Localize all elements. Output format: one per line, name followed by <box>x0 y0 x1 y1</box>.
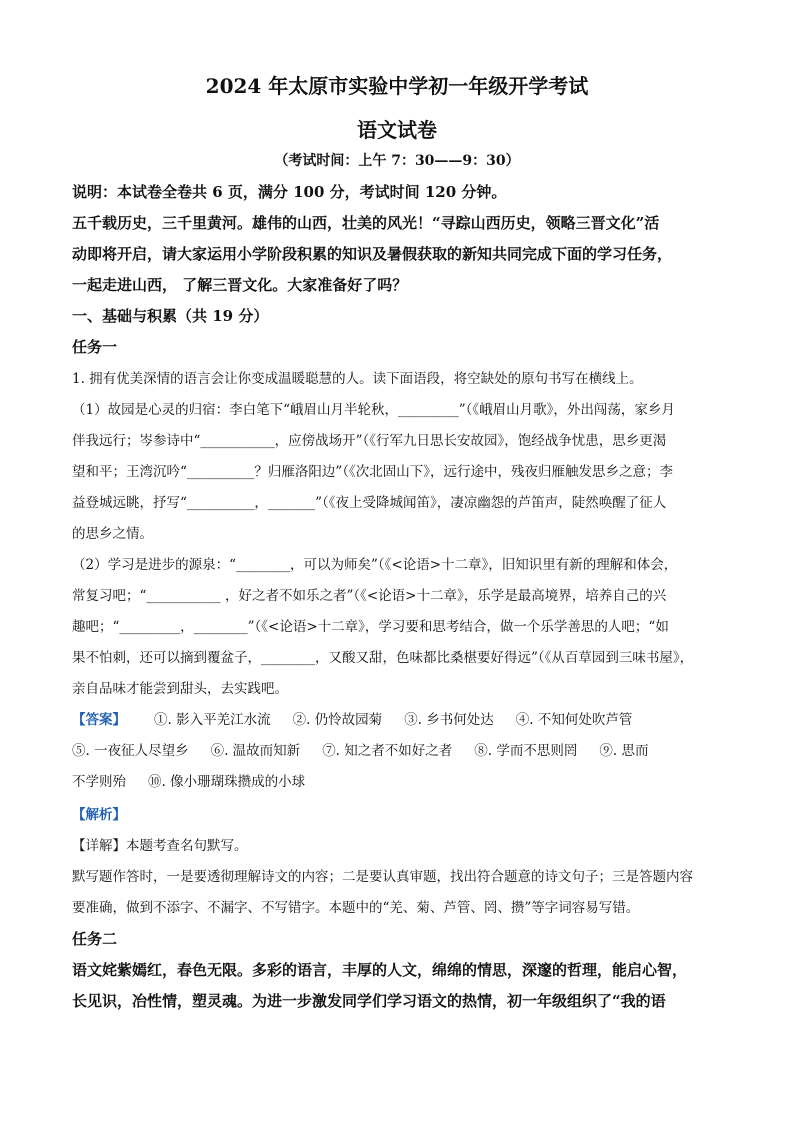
section-heading: 一、基础与积累（共 19 分） <box>72 307 269 325</box>
exam-time: （考试时间：上午 7：30——9：30） <box>274 153 520 169</box>
part1-line: （1）故园是心灵的归宿：李白笔下“峨眉山月半轮秋，_________”（《峨眉山月歌》，外出闯荡，家乡月 <box>72 402 675 418</box>
part2-line: 果不怕刺，还可以摘到覆盆子，________，又酸又甜，色味都比桑椹要好得远”（《从百草园到三味书屋》， <box>72 650 694 666</box>
intro-line: 五千载历史，三千里黄河。雄伟的山西，壮美的风光！“寻踪山西历史，领略三晋文化”活 <box>72 214 660 232</box>
exam-note: 说明：本试卷全卷共 6 页，满分 100 分，考试时间 120 分钟。 <box>72 183 507 201</box>
intro-section <box>72 177 724 363</box>
part2-line: 趣吧；“_________，________”（《<论语>十二章》，学习要和思考结合，做一个乐学善思的人吧；“如 <box>72 619 669 635</box>
analysis-section <box>72 800 724 924</box>
task2-line: 语文姹紫嫣红，春色无限。多彩的语言，丰厚的人文，绵绵的情思，深邃的哲理，能启心智， <box>72 961 688 979</box>
answer-section <box>72 705 724 798</box>
intro-line: 一起走进山西， 了解三晋文化。大家准备好了吗？ <box>72 276 408 294</box>
part1-line: 的思乡之情。 <box>72 526 153 542</box>
part2-line: 亲自品味才能尝到甜头，去实践吧。 <box>72 681 288 697</box>
part2-line: （2）学习是进步的源泉：“________，可以为师矣”（《<论语>十二章》，旧知识里有新的理解和体会， <box>72 557 678 573</box>
answer-item: ⑨. 思而 <box>599 743 649 759</box>
task2-section <box>72 924 724 1017</box>
part1-line: 伴我远行；岑参诗中“___________，应傍战场开”（《行军九日思长安故园》，饱经战争忧患，思乡更渴 <box>72 433 667 449</box>
task2-line: 长见识，冶性情，塑灵魂。为进一步激发同学们学习语文的热情，初一年级组织了“我的语 <box>72 992 666 1010</box>
task2-label: 任务二 <box>72 930 118 948</box>
analysis-label: 【解析】 <box>72 807 126 823</box>
answer-item: ③. 乡书何处达 <box>404 712 494 728</box>
answer-item: ①. 影入平羌江水流 <box>154 712 271 728</box>
answer-item: ⑥. 温故而知新 <box>210 743 301 759</box>
answer-item: ④. 不知何处吹芦管 <box>515 712 633 728</box>
part2-line: 常复习吧；“___________ ，好之者不如乐之者”（《<论语>十二章》，乐学是最高境界，培养自己的兴 <box>72 588 667 604</box>
answer-item: ②. 仍怜故园菊 <box>292 712 383 728</box>
analysis-detail: 【详解】本题考查名句默写。 <box>72 838 248 854</box>
answer-label: 【答案】 <box>72 712 126 728</box>
exam-title: 2024 年太原市实验中学初一年级开学考试 <box>205 74 589 98</box>
answer-item: ⑦. 知之者不如好之者 <box>322 743 453 759</box>
exam-subtitle: 语文试卷 <box>357 118 437 142</box>
task1-label: 任务一 <box>72 338 118 356</box>
analysis-line: 要准确，做到不添字、不漏字、不写错字。本题中的“羌、菊、芦管、罔、攒”等字词容易写错。 <box>72 900 640 916</box>
answer-item: ⑧. 学而不思则罔 <box>474 743 578 759</box>
question-1: 1. 拥有优美深情的语言会让你变成温暖聪慧的人。读下面语段，将空缺处的原句书写在横线上。 <box>72 371 643 387</box>
analysis-line: 默写题作答时，一是要透彻理解诗文的内容；二是要认真审题，找出符合题意的诗文句子；三是答题内容 <box>72 869 693 885</box>
answer-item: ⑩. 像小珊瑚珠攒成的小球 <box>148 774 306 790</box>
answer-item: ⑤. 一夜征人尽望乡 <box>72 743 189 759</box>
task1-question <box>72 364 724 705</box>
answer-item: 不学则殆 <box>72 774 126 790</box>
part1-line: 望和平；王湾沉吟“__________？归雁洛阳边”（《次北固山下》，远行途中，残夜归雁触发思乡之意；李 <box>72 464 674 480</box>
intro-line: 动即将开启，请大家运用小学阶段积累的知识及暑假获取的新知共同完成下面的学习任务， <box>72 245 673 263</box>
part1-line: 益登城远眺，抒写“__________，_______”（《夜上受降城闻笛》，凄凉幽怨的芦笛声，陡然唤醒了征人 <box>72 495 667 511</box>
